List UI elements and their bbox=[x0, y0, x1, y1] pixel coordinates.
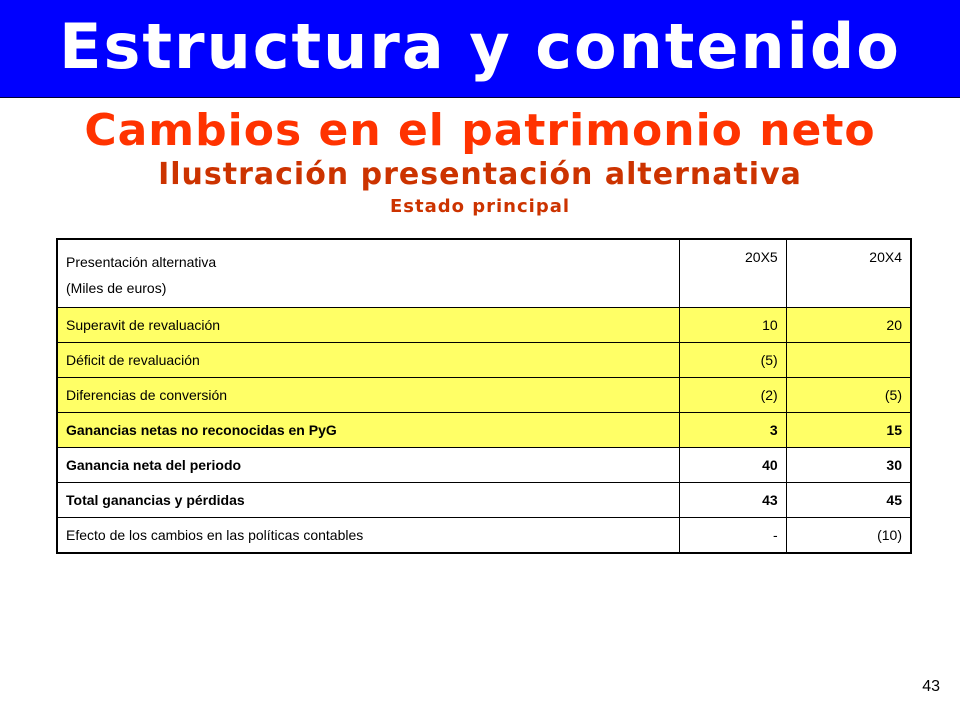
row-value-20x4: 30 bbox=[786, 448, 911, 483]
row-value-20x5: - bbox=[679, 518, 786, 554]
row-label: Superavit de revaluación bbox=[57, 308, 679, 343]
row-value-20x5: 10 bbox=[679, 308, 786, 343]
row-label: Diferencias de conversión bbox=[57, 378, 679, 413]
table-row bbox=[57, 308, 911, 343]
header-label-cell bbox=[57, 239, 679, 308]
slide-title: Estructura y contenido bbox=[59, 10, 901, 83]
table-row bbox=[57, 343, 911, 378]
subtitle-secondary: Ilustración presentación alternativa bbox=[158, 157, 802, 192]
subtitle-tertiary: Estado principal bbox=[389, 196, 571, 217]
table-row bbox=[57, 518, 911, 554]
table-header-row bbox=[57, 239, 911, 308]
row-value-20x4: 20 bbox=[786, 308, 911, 343]
header-label-line1: Presentación alternativa bbox=[66, 254, 217, 270]
row-value-20x5: (5) bbox=[679, 343, 786, 378]
equity-changes-table bbox=[56, 238, 912, 554]
row-label: Ganancias netas no reconocidas en PyG bbox=[57, 413, 679, 448]
row-value-20x5: 3 bbox=[679, 413, 786, 448]
row-value-20x4 bbox=[786, 343, 911, 378]
row-value-20x4: (10) bbox=[786, 518, 911, 554]
table-row bbox=[57, 448, 911, 483]
row-value-20x4: 45 bbox=[786, 483, 911, 518]
table-row bbox=[57, 378, 911, 413]
table-row bbox=[57, 413, 911, 448]
header-bar bbox=[0, 0, 960, 98]
row-label: Ganancia neta del periodo bbox=[57, 448, 679, 483]
row-label: Déficit de revaluación bbox=[57, 343, 679, 378]
row-value-20x5: 40 bbox=[679, 448, 786, 483]
row-label: Efecto de los cambios en las políticas contables bbox=[57, 518, 679, 554]
header-label-line2: (Miles de euros) bbox=[66, 280, 167, 296]
row-value-20x4: 15 bbox=[786, 413, 911, 448]
row-value-20x4: (5) bbox=[786, 378, 911, 413]
subtitle-main: Cambios en el patrimonio neto bbox=[84, 105, 876, 156]
page-number: 43 bbox=[922, 678, 940, 695]
row-value-20x5: 43 bbox=[679, 483, 786, 518]
header-year-20x4: 20X4 bbox=[786, 239, 911, 308]
row-value-20x5: (2) bbox=[679, 378, 786, 413]
table-row bbox=[57, 483, 911, 518]
header-year-20x5: 20X5 bbox=[679, 239, 786, 308]
row-label: Total ganancias y pérdidas bbox=[57, 483, 679, 518]
